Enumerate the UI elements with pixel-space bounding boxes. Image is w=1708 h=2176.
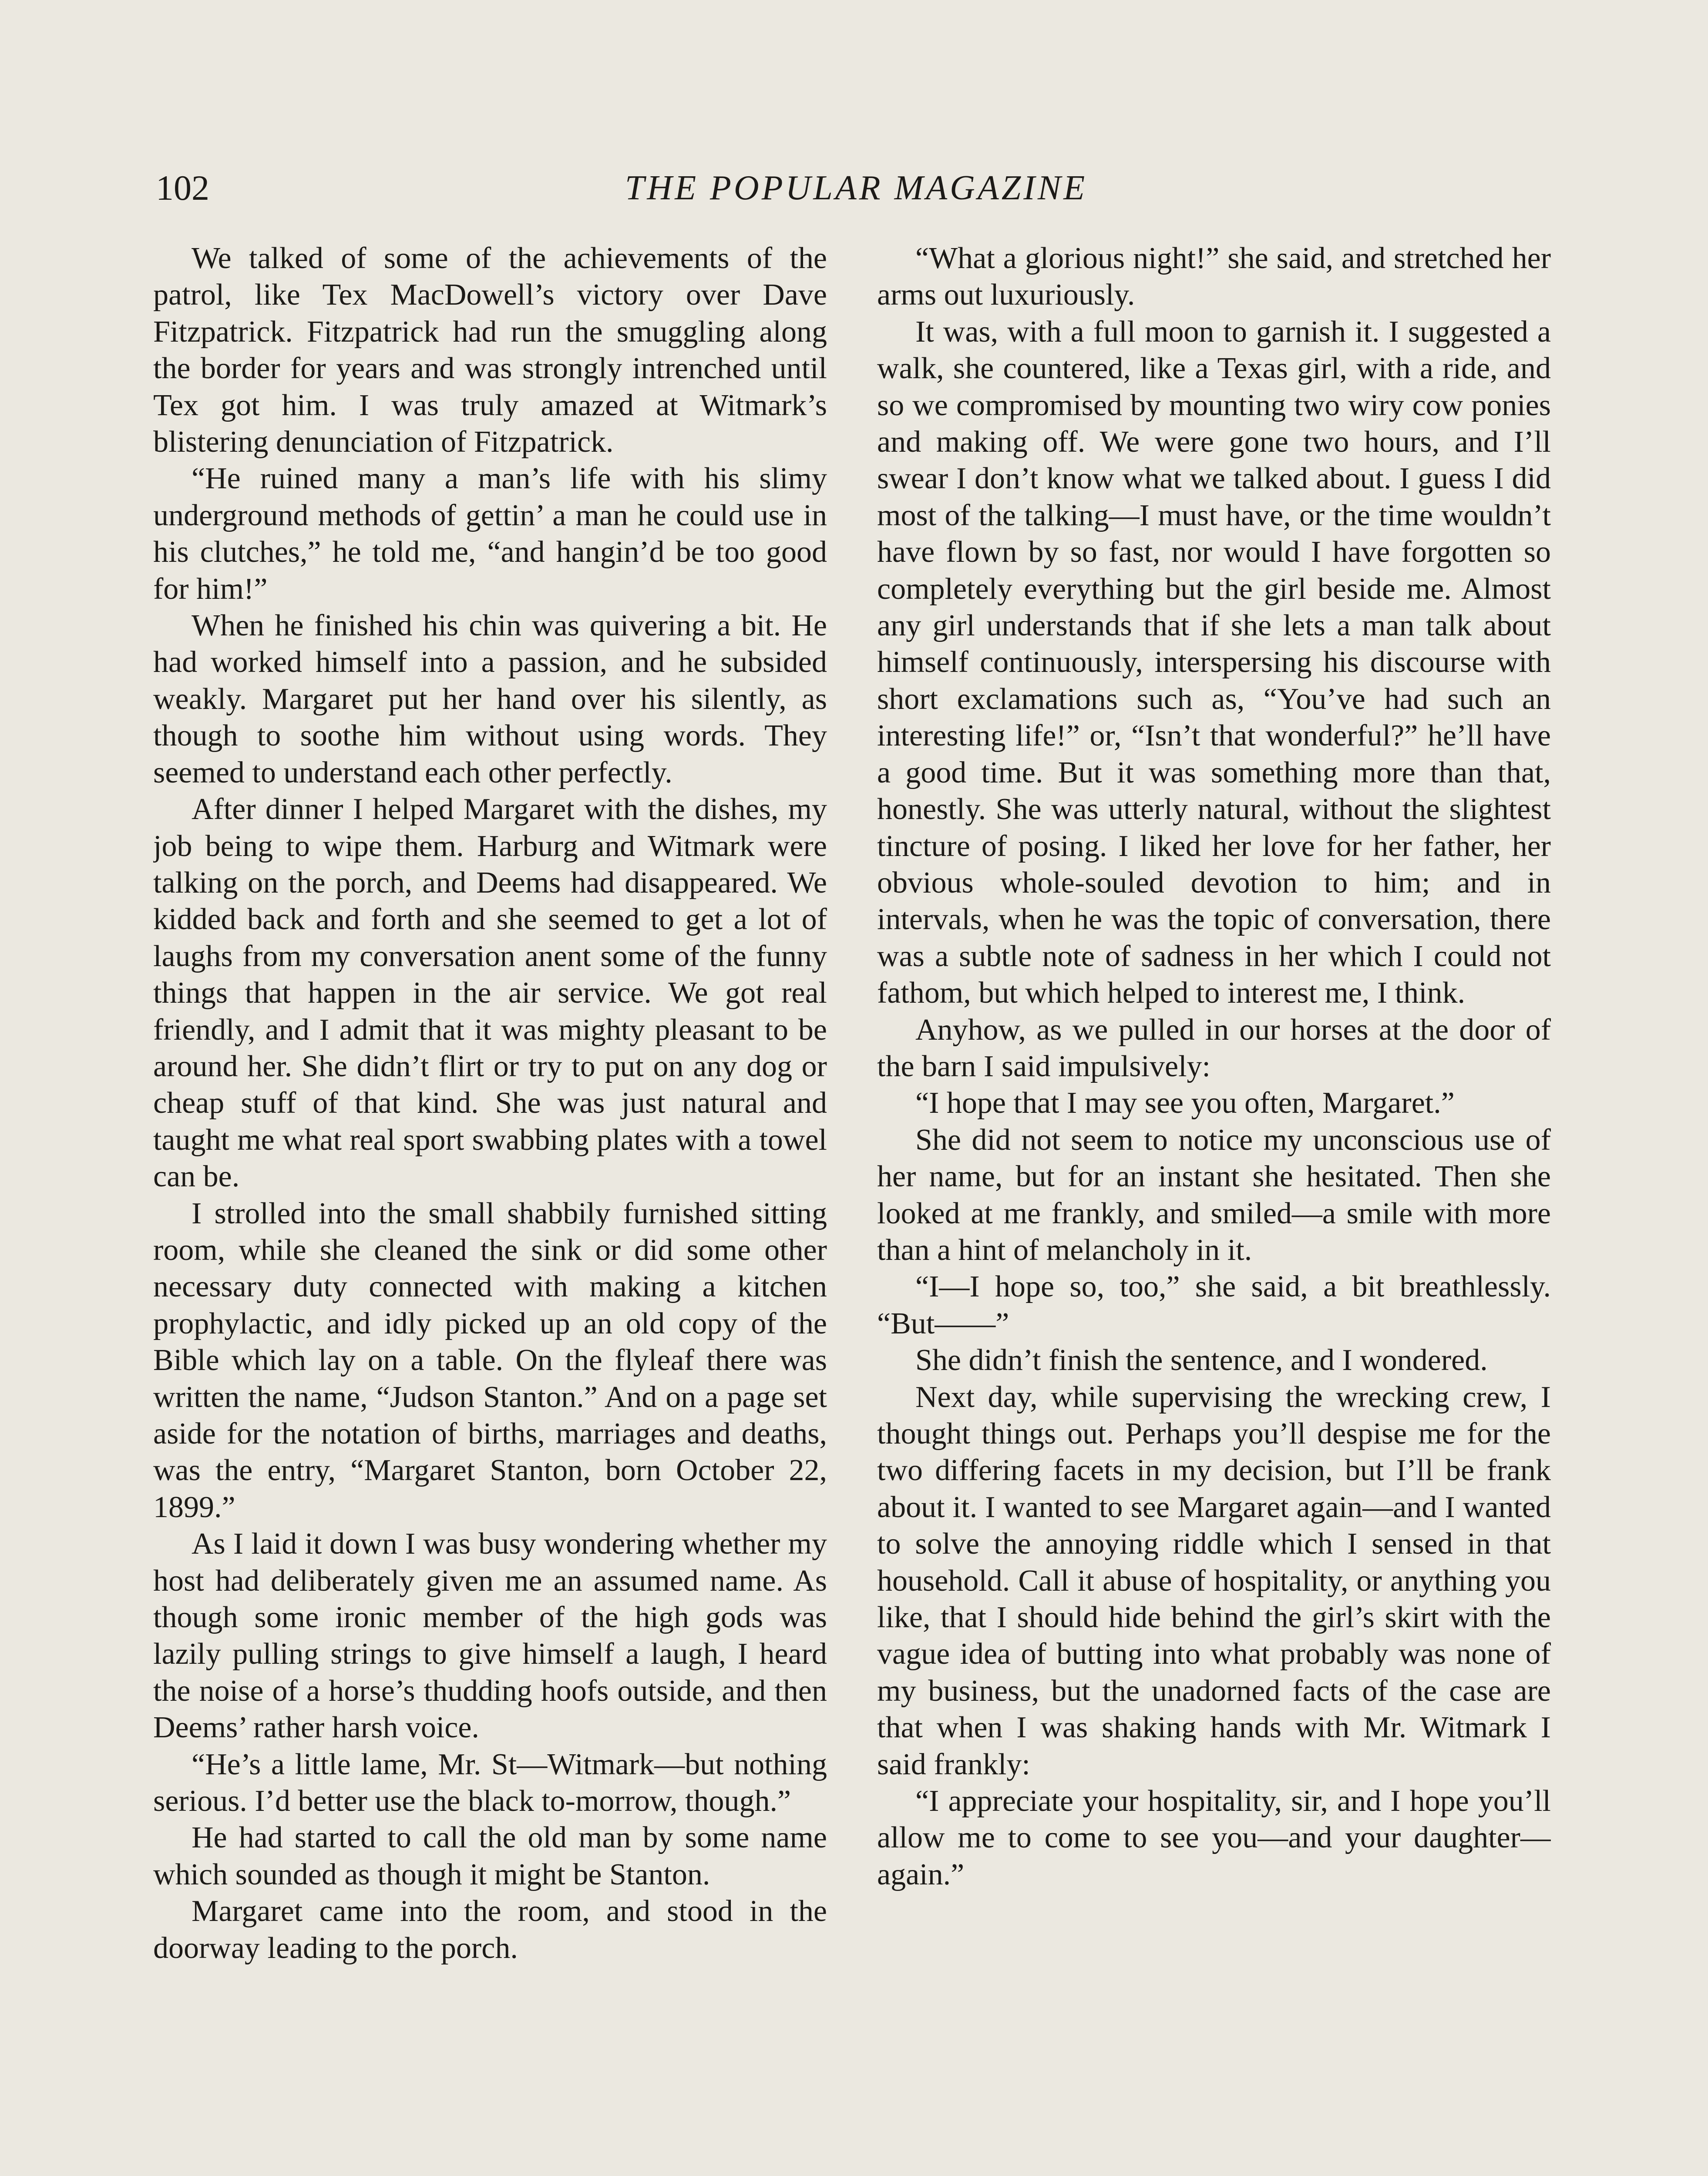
paragraph: Margaret came into the room, and stood in the doorway leading to the porch.: [153, 1894, 827, 1965]
paragraph: As I laid it down I was busy wondering whether my host had deliberately given me an assumed name. As though some ironic member of the high gods was lazily pulling strings to give himself a laugh, I heard the noise of a horse’s thudding hoofs outside, and then Deems’ rather harsh voice.: [153, 1527, 827, 1745]
paragraph: We talked of some of the achievements of the patrol, like Tex MacDowell’s victory over Dave Fitzpatrick. Fitzpatrick had run the smuggling along the border for years and was strongly intrenched until Tex got him. I was truly amazed at Witmark’s blistering denunciation of Fitzpatrick.: [153, 242, 827, 459]
page-header: [156, 162, 1557, 214]
paragraph: It was, with a full moon to garnish it. I suggested a walk, she countered, like a Texas girl, with a ride, and so we compromised by mounting two wiry cow ponies and making off. We were gone two hours, and I’ll swear I don’t know what we talked about. I guess I did most of the talking—I must have, or the time wouldn’t have flown by so fast, nor would I have forgotten so completely everything but the girl beside me. Almost any girl understands that if she lets a man talk about himself continuously, interspersing his discourse with short exclamations such as, “You’ve had such an interesting life!” or, “Isn’t that wonderful?” he’ll have a good time. But it was something more than that, honestly. She was utterly natural, without the slightest tincture of posing. I liked her love for her father, her obvious whole-souled devotion to him; and in intervals, when he was the topic of conversation, there was a subtle note of sadness in her which I could not fathom, but which helped to interest me, I think.: [877, 315, 1551, 1010]
paragraph: “He ruined many a man’s life with his slimy underground methods of gettin’ a man he could use in his clutches,” he told me, “and hangin’d be too good for him!”: [153, 462, 827, 606]
paragraph: “He’s a little lame, Mr. St—Witmark—but nothing serious. I’d better use the black to-morrow, though.”: [153, 1747, 827, 1818]
paragraph: She did not seem to notice my unconscious use of her name, but for an instant she hesitated. Then she looked at me frankly, and smiled—a smile with more than a hint of melancholy in it.: [877, 1123, 1551, 1267]
paragraph: “What a glorious night!” she said, and stretched her arms out luxuriously.: [877, 242, 1551, 312]
paragraph: After dinner I helped Margaret with the dishes, my job being to wipe them. Harburg and Witmark were talking on the porch, and Deems had disappeared. We kidded back and forth and she seemed to get a lot of laughs from my conversation anent some of the funny things that happen in the air service. We got real friendly, and I admit that it was mighty pleasant to be around her. She didn’t flirt or try to put on any dog or cheap stuff of that kind. She was just natural and taught me what real sport swabbing plates with a towel can be.: [153, 792, 827, 1194]
paragraph: Next day, while supervising the wrecking crew, I thought things out. Perhaps you’ll despise me for the two differing facets in my decision, but I’ll be frank about it. I wanted to see Margaret again—and I wanted to solve the annoying riddle which I sensed in that household. Call it abuse of hospitality, or anything you like, that I should hide behind the girl’s skirt with the vague idea of butting into what probably was none of my business, but the unadorned facts of the case are that when I was shaking hands with Mr. Witmark I said frankly:: [877, 1380, 1551, 1781]
right-column: [877, 240, 1551, 2176]
paragraph: She didn’t finish the sentence, and I wondered.: [915, 1343, 1488, 1377]
paragraph: Anyhow, as we pulled in our horses at the door of the barn I said impulsively:: [877, 1013, 1551, 1083]
paragraph: When he finished his chin was quivering a bit. He had worked himself into a passion, and he subsided weakly. Margaret put her hand over his silently, as though to soothe him without using words. They seemed to understand each other perfectly.: [153, 609, 827, 789]
left-column: [153, 240, 827, 2176]
paragraph: He had started to call the old man by some name which sounded as though it might be Stanton.: [153, 1821, 827, 1891]
paragraph: “I—I hope so, too,” she said, a bit breathlessly. “But——”: [877, 1270, 1551, 1340]
paragraph: I strolled into the small shabbily furnished sitting room, while she cleaned the sink or did some other necessary duty connected with making a kitchen prophylactic, and idly picked up an old copy of the Bible which lay on a table. On the flyleaf there was written the name, “Judson Stanton.” And on a page set aside for the notation of births, marriages and deaths, was the entry, “Margaret Stanton, born October 22, 1899.”: [153, 1196, 827, 1524]
paragraph: “I appreciate your hospitality, sir, and I hope you’ll allow me to come to see you—and your daughter—again.”: [877, 1784, 1551, 1891]
running-title: THE POPULAR MAGAZINE: [625, 169, 1088, 207]
paragraph: “I hope that I may see you often, Margaret.”: [915, 1086, 1455, 1120]
page-number: 102: [156, 168, 209, 208]
